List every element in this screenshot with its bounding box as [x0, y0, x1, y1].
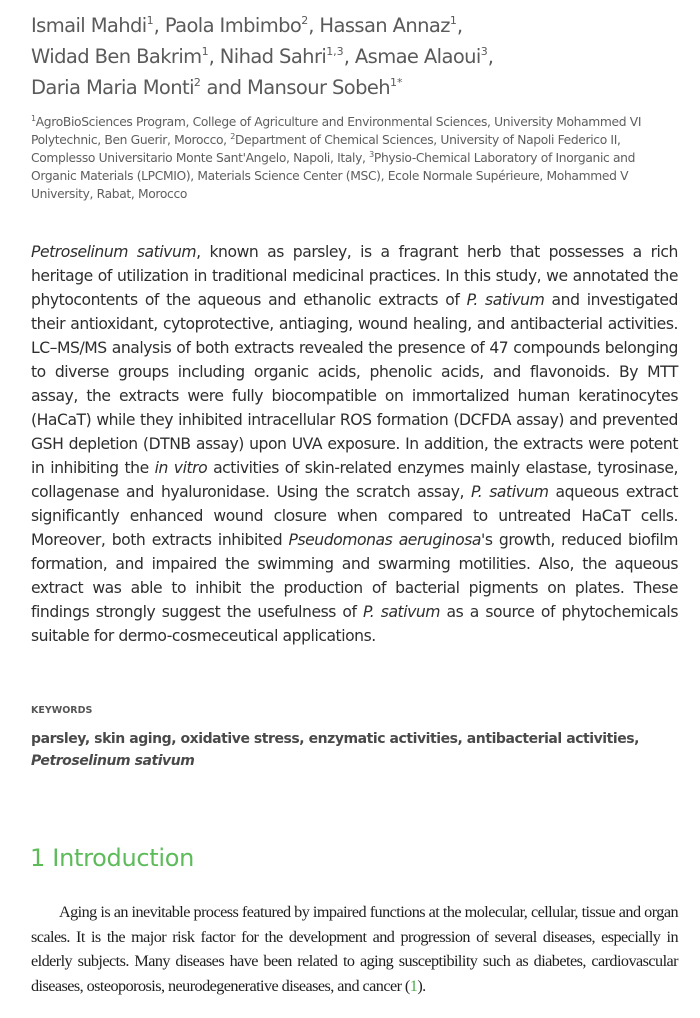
intro-text: Aging is an inevitable process featured by impaired functions at the molecular, cellular, tissue and organ scales. It is the major risk factor for the development and progression of several diseases, especially in elderly subjects. Many diseases have been related to aging susceptibility such as diabetes, cardiovascular diseases, osteoporosis, neurodegenerative diseases, and cancer (	[31, 903, 678, 995]
species-name: P. sativum	[466, 291, 545, 309]
keywords-text: parsley, skin aging, oxidative stress, enzymatic activities, antibacterial activities,	[31, 731, 640, 747]
introduction-paragraph	[31, 900, 678, 998]
keywords-list	[31, 728, 671, 772]
affiliation-number: 2	[230, 132, 236, 141]
author-name[interactable]: Daria Maria Monti	[31, 76, 194, 99]
affiliation-text: Department of Chemical Sciences, University of Napoli Federico II, Complesso Universitario Monte Sant'Angelo, Napoli, Italy,	[31, 133, 621, 165]
author-list	[31, 10, 671, 103]
affiliation-number: 3	[369, 150, 374, 159]
author-separator: ,	[208, 45, 220, 68]
author-name[interactable]: Paola Imbimbo	[164, 14, 302, 37]
abstract	[31, 240, 678, 648]
author-affiliation-mark: 1	[201, 45, 209, 58]
author-name[interactable]: Ismail Mahdi	[31, 14, 147, 37]
author-separator: and	[200, 76, 247, 99]
abstract-text: and investigated their antioxidant, cytoprotective, antiaging, wound healing, and antibacterial activities. LC–MS/MS analysis of both extracts revealed the presence of 47 compounds belonging to diverse groups including organic acids, phenolic acids, and flavonoids. By MTT assay, the extracts were fully biocompatible on immortalized human keratinocytes (HaCaT) while they inhibited intracellular ROS formation (DCFDA assay) and prevented GSH depletion (DTNB assay) upon UVA exposure. In addition, the extracts were potent in inhibiting the	[31, 291, 678, 477]
keyword-species: Petroselinum sativum	[31, 753, 195, 769]
author-name[interactable]: Widad Ben Bakrim	[31, 45, 202, 68]
author-separator: ,	[487, 45, 494, 68]
citation-link[interactable]: 1	[409, 976, 418, 995]
corresponding-author-mark: 1*	[390, 76, 403, 89]
affiliations	[31, 113, 671, 203]
author-separator: ,	[308, 14, 320, 37]
abstract-text: , known as parsley, is a fragrant herb that possesses a rich heritage of utilization in traditional medicinal practices. In this study, we annotated the phytocontents of the aqueous and ethanolic extracts of	[31, 243, 678, 309]
keywords-label: KEYWORDS	[31, 705, 93, 716]
author-affiliation-mark: 1,3	[326, 45, 344, 58]
author-affiliation-mark: 2	[193, 76, 201, 89]
species-name: Petroselinum sativum	[31, 243, 197, 261]
section-heading: 1 Introduction	[30, 844, 195, 872]
intro-text-end: ).	[417, 976, 426, 995]
author-affiliation-mark: 1	[146, 14, 154, 27]
affiliation-text: AgroBioSciences Program, College of Agriculture and Environmental Sciences, University Mohammed VI Polytechnic, Ben Guerir, Morocco,	[31, 115, 642, 147]
species-name: Pseudomonas aeruginosa	[288, 531, 481, 549]
author-affiliation-mark: 1	[449, 14, 457, 27]
author-separator: ,	[153, 14, 165, 37]
author-affiliation-mark: 2	[301, 14, 309, 27]
author-separator: ,	[456, 14, 463, 37]
author-name[interactable]: Asmae Alaoui	[354, 45, 481, 68]
abstract-text: aqueous extract significantly enhanced wound closure when compared to untreated HaCaT cells. Moreover, both extracts inhibited	[31, 483, 678, 549]
species-name: P. sativum	[470, 483, 549, 501]
author-separator: ,	[343, 45, 355, 68]
author-name[interactable]: Mansour Sobeh	[246, 76, 391, 99]
abstract-text: as a source of phytochemicals suitable for dermo-cosmeceutical applications.	[31, 603, 678, 645]
species-name: P. sativum	[363, 603, 441, 621]
abstract-text: activities of skin-related enzymes mainly elastase, tyrosinase, collagenase and hyaluronidase. Using the scratch assay,	[31, 459, 678, 501]
author-affiliation-mark: 3	[480, 45, 488, 58]
italic-term: in vitro	[154, 459, 208, 477]
author-name[interactable]: Nihad Sahri	[219, 45, 327, 68]
abstract-text: 's growth, reduced biofilm formation, and impaired the swimming and swarming motilities. Also, the aqueous extract was able to inhibit the production of bacterial pigments on plates. These findings strongly suggest the usefulness of	[31, 531, 679, 621]
author-name[interactable]: Hassan Annaz	[319, 14, 450, 37]
affiliation-text: Physio-Chemical Laboratory of Inorganic and Organic Materials (LPCMIO), Materials Science Center (MSC), Ecole Normale Supérieure, Mohammed V University, Rabat, Morocco	[31, 151, 636, 201]
affiliation-number: 1	[31, 114, 36, 123]
